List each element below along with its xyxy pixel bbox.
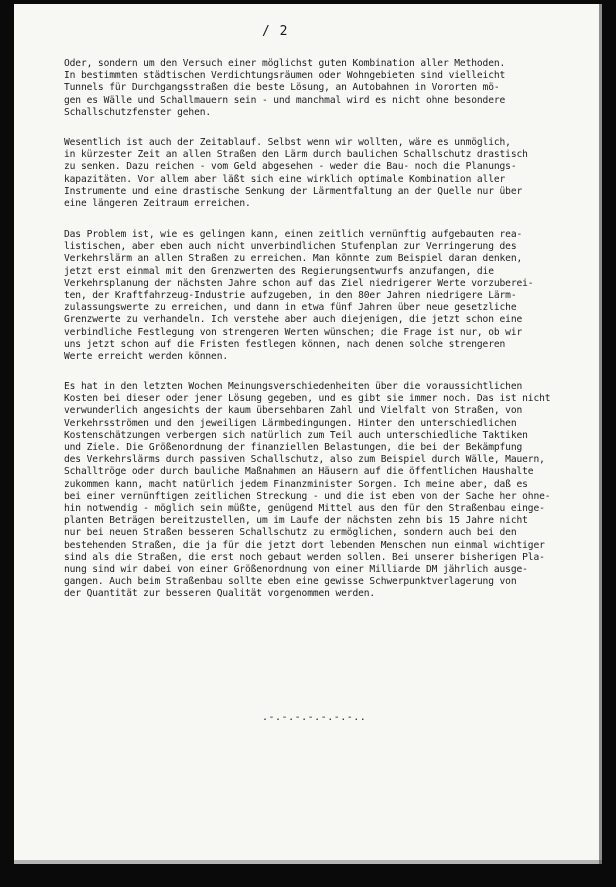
text-line: der Quantität zur besseren Qualität vorgenommen werden. xyxy=(64,588,376,600)
text-line: Kostenschätzungen verbergen sich natürlich zum Teil auch unterschiedliche Taktiken xyxy=(64,429,528,441)
text-line: Instrumente und eine drastische Senkung der Lärmentfaltung an der Quelle nur über xyxy=(64,185,523,197)
text-line: planten Beträgen bereitzustellen, um im Laufe der nächsten zehn bis 15 Jahre nicht xyxy=(64,515,528,527)
text-line: verbindliche Festlegung von strengeren Werten wünschen; die Frage ist nur, ob wir xyxy=(64,326,523,338)
text-line: Tunnels für Durchgangsstraßen die beste Lösung, an Autobahnen in Vororten mö- xyxy=(64,82,500,94)
text-line: zukommen kann, macht natürlich jedem Finanzminister Sorgen. Ich meine aber, daß es xyxy=(64,478,528,490)
text-line: Es hat in den letzten Wochen Meinungsverschiedenheiten über die voraussichtlichen xyxy=(64,381,523,392)
text-line: Kosten bei dieser oder jener Lösung gegeben, und es gibt sie immer noch. Das ist nicht xyxy=(64,393,551,405)
document-page xyxy=(14,4,602,864)
text-line: Verkehrslärm an allen Straßen zu erreichen. Man könnte zum Beispiel daran denken, xyxy=(64,253,523,265)
scan-edge-bottom xyxy=(14,860,602,864)
text-line: uns jetzt schon auf die Fristen festlegen können, nach denen solche strengeren xyxy=(64,338,506,350)
text-line: kapazitäten. Vor allem aber läßt sich eine wirklich optimale Kombination aller xyxy=(64,173,506,185)
page-number: / 2 xyxy=(262,24,289,39)
text-line: bei einer vernünftigen zeitlichen Streckung - und die ist eben von der Sache her ohne- xyxy=(64,490,551,502)
text-line: nur bei neuen Straßen besseren Schallschutz zu ermöglichen, sondern auch bei den xyxy=(64,527,517,539)
text-line: nung sind wir dabei von einer Größenordnung von einer Milliarde DM jährlich ausge- xyxy=(64,564,528,576)
text-line: Das Problem ist, wie es gelingen kann, einen zeitlich vernünftig aufgebauten rea- xyxy=(64,229,523,240)
text-line: zu senken. Dazu reichen - vom Geld abgesehen - weder die Bau- noch die Planungs- xyxy=(64,161,517,173)
text-line: sind als die Straßen, die erst noch gebaut werden sollen. Bei unserer bisherigen Pla- xyxy=(64,551,545,563)
paragraph-2 xyxy=(64,137,594,210)
text-line: Werte erreicht werden können. xyxy=(64,351,229,363)
text-line: jetzt erst einmal mit den Grenzwerten des Regierungsentwurfs anzufangen, die xyxy=(64,265,494,277)
text-line: in kürzester Zeit an allen Straßen den Lärm durch baulichen Schallschutz drastisch xyxy=(64,149,528,161)
text-line: ten, der Kraftfahrzeug-Industrie aufzugeben, in den 80er Jahren niedrigere Lärm- xyxy=(64,290,517,302)
end-mark: .-.-.-.-.-.-.-.. xyxy=(262,712,367,723)
text-line: gangen. Auch beim Straßenbau sollte eben eine gewisse Schwerpunktverlagerung von xyxy=(64,576,517,588)
text-line: Schallschutzfenster gehen. xyxy=(64,106,212,118)
text-line: In bestimmten städtischen Verdichtungsräumen oder Wohngebieten sind vielleicht xyxy=(64,70,506,82)
paragraph-1 xyxy=(64,58,594,119)
paragraph-4 xyxy=(64,381,594,601)
text-line: bestehenden Straßen, die ja für die jetzt dort lebenden Menschen nun einmal wichtiger xyxy=(64,539,545,551)
text-line: Schalltröge oder durch bauliche Maßnahmen an Häusern auf die öffentlichen Haushalte xyxy=(64,466,534,478)
text-line: zulassungswerte zu erreichen, und dann in etwa fünf Jahren über neue gesetzliche xyxy=(64,302,517,314)
scan-edge-right xyxy=(599,4,602,864)
text-line: Wesentlich ist auch der Zeitablauf. Selbst wenn wir wollten, wäre es unmöglich, xyxy=(64,137,511,148)
text-line: Verkehrsströmen und den jeweiligen Lärmbedingungen. Hinter den unterschiedlichen xyxy=(64,417,517,429)
text-line: listischen, aber eben auch nicht unverbindlichen Stufenplan zur Verringerung des xyxy=(64,241,517,253)
text-line: Grenzwerte zu verhandeln. Ich verstehe aber auch diejenigen, die jetzt schon eine xyxy=(64,314,523,326)
text-line: Verkehrsplanung der nächsten Jahre schon auf das Ziel niedrigerer Werte vorzuberei- xyxy=(64,277,534,289)
text-line: des Verkehrslärms durch passiven Schallschutz, also zum Beispiel durch Wälle, Mauern, xyxy=(64,454,545,466)
text-line: eine längeren Zeitraum erreichen. xyxy=(64,198,251,210)
text-line: Oder, sondern um den Versuch einer möglichst guten Kombination aller Methoden. xyxy=(64,58,506,69)
text-line: gen es Wälle und Schallmauern sein - und manchmal wird es nicht ohne besondere xyxy=(64,94,506,106)
paragraph-3 xyxy=(64,229,594,363)
text-line: hin notwendig - möglich sein müßte, genügend Mittel aus den für den Straßenbau einge- xyxy=(64,503,545,515)
text-line: verwunderlich angesichts der kaum übersehbaren Zahl und Vielfalt von Straßen, von xyxy=(64,405,523,417)
text-line: und Ziele. Die Größenordnung der finanziellen Belastungen, die bei der Bekämpfung xyxy=(64,442,523,454)
